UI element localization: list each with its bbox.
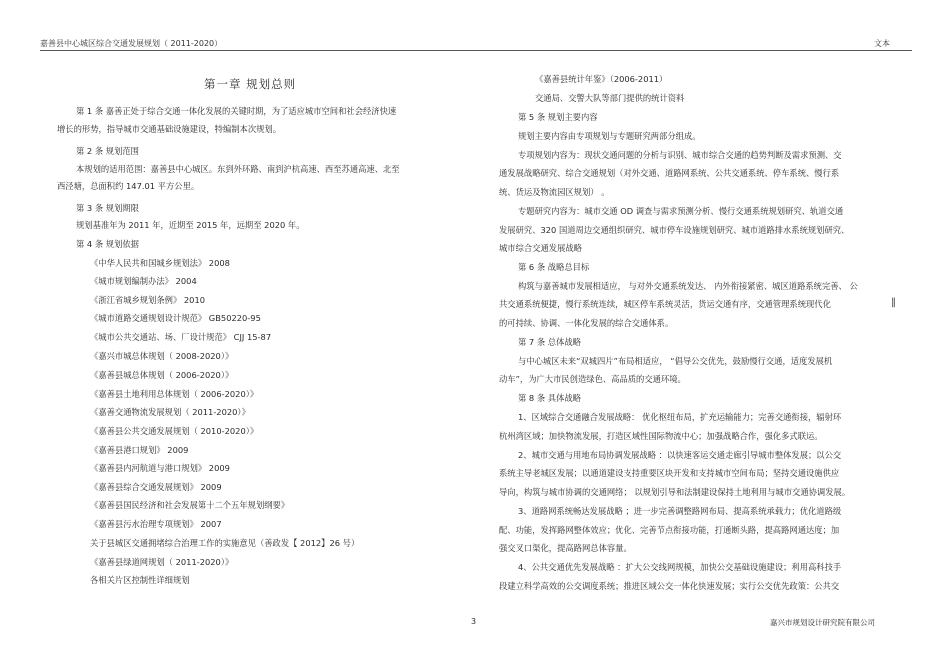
text-line: 动车”，为广大市民创造绿色、高品质的交通环境。: [499, 374, 686, 384]
header-label: 文本: [874, 39, 890, 48]
text-line: 《嘉善县内河航道与港口规划》 2009: [90, 463, 230, 473]
text-line: 《嘉善交通物流发展规划（ 2011-2020）》: [90, 407, 250, 417]
text-line: 系统主导老城区发展；以通道建设支持重要区块开发和支持城市空间布局；坚持交通设施供应: [499, 468, 840, 478]
text-line: 《嘉善县港口规划》 2009: [90, 445, 189, 455]
text-line: 规划基准年为 2011 年，近期至 2015 年，远期至 2020 年。: [76, 220, 305, 230]
text-line: 杭州湾区域；加快物流发展，打造区域性国际物流中心；加强战略合作，强化多式联运。: [499, 431, 823, 441]
text-line: 1、区域综合交通融合发展战略： 优化枢纽布局，扩充运输能力；完善交通衔接，辐射环: [518, 412, 842, 422]
text-line: 《嘉善县城总体规划（ 2006-2020）》: [90, 370, 234, 380]
text-line: 各相关片区控制性详细规划: [90, 575, 190, 585]
text-line: 第 7 条 总体战略: [518, 337, 581, 347]
header-doc-title: 嘉善县中心城区综合交通发展规划（ 2011-2020）: [40, 39, 223, 48]
text-line: 导向，构筑与城市协调的交通网络； 以规划引导和法制建设保持土地利用与城市交通协调发展。: [499, 487, 851, 497]
text-line: 《嘉善县土地利用总体规划（ 2006-2020）》: [90, 389, 259, 399]
text-line: 《嘉善县公共交通发展规划（ 2010-2020）》: [90, 426, 259, 436]
text-line: 段建立科学高效的公交调度系统；推进区域公交一体化快速发展；实行公交优先政策：公共交: [499, 581, 840, 591]
text-line: 第 8 条 具体战略: [518, 393, 581, 403]
text-line: 强交叉口渠化，提高路网总体容量。: [499, 543, 632, 553]
text-line: 统、货运及物流园区规划） 。: [499, 187, 610, 197]
text-line: 共交通系统便捷，慢行系统连续，城区停车系统灵活，货运交通有序，交通管理系统现代化: [499, 299, 831, 309]
text-line: 第 2 条 规划范围: [76, 146, 139, 156]
side-mark: ‖: [891, 297, 896, 308]
text-line: 第 4 条 规划依据: [76, 239, 139, 249]
text-line: 2、城市交通与用地布局协调发展战略 ：以快速客运交通走廊引导城市整体发展；以公交: [518, 450, 842, 460]
footer-institute: 嘉兴市规划设计研究院有限公司: [770, 618, 875, 627]
text-line: 本规划的适用范围：嘉善县中心城区。东到外环路、南到沪杭高速、西至苏通高速、北至: [76, 164, 400, 174]
text-line: 4、公共交通优先发展战略 ：扩大公交线网规模，加快公交基础设施建设；利用高科技手: [518, 562, 842, 572]
text-line: 第 3 条 规划期限: [76, 203, 139, 213]
text-line: 第 6 条 战略总目标: [518, 262, 590, 272]
text-line: 3、道路网系统畅达发展战略 ；进一步完善调整路网布局、提高系统承载力；优化道路级: [518, 506, 842, 516]
page-number: 3: [471, 617, 477, 626]
text-line: 《嘉善县污水治理专项规划》 2007: [90, 519, 222, 529]
text-line: 《城市道路交通规划设计规范》 GB50220-95: [90, 313, 261, 323]
text-line: 西泾塘，总面积约 147.01 平方公里。: [57, 181, 200, 191]
text-line: 《城市规划编制办法》 2004: [90, 276, 197, 286]
text-line: 《浙江省城乡规划条例》 2010: [90, 295, 206, 305]
chapter-title: 第一章 规划总则: [204, 77, 297, 91]
text-line: 发展研究、320 国道周边交通组织研究、城市停车设施规划研究、城市道路排水系统规划研究、: [499, 225, 850, 235]
text-line: 构筑与嘉善城市发展相适应， 与对外交通系统发达、 内外衔接紧密、城区道路系统完善、 公: [518, 281, 858, 291]
text-line: 专题研究内容为：城市交通 OD 调查与需求预测分析、慢行交通系统规划研究、轨道交通: [518, 206, 844, 216]
text-line: 关于县城区交通拥堵综合治理工作的实施意见（善政发【 2012】26 号）: [90, 538, 360, 548]
text-line: 配、功能，发挥路网整体效应；优化、完善节点衔接功能，打通断头路，提高路网通达度；加: [499, 525, 840, 535]
text-line: 《嘉善县绿道网规划（ 2011-2020）》: [90, 557, 234, 567]
text-line: 《嘉善县综合交通发展规划》 2009: [90, 482, 222, 492]
text-line: 《城市公共交通站、场、厂设计规范》 CJJ 15-87: [90, 332, 272, 342]
text-line: 规划主要内容由专项规划与专题研究两部分组成。: [518, 131, 701, 141]
text-line: 与中心城区未来“双城四片”布局相适应， “倡导公交优先，鼓励慢行交通，适度发展机: [518, 356, 833, 366]
page-header: [0, 0, 950, 52]
text-line: 第 5 条 规划主要内容: [518, 112, 598, 122]
text-line: 城市综合交通发展战略: [499, 243, 582, 253]
text-line: 交通局、交警大队等部门提供的统计资料: [535, 93, 685, 103]
text-line: 增长的形势，指导城市交通基础设施建设，特编制本次规划。: [57, 124, 282, 134]
text-line: 《嘉善县国民经济和社会发展第十二个五年规划纲要》: [90, 500, 290, 510]
text-line: 专项规划内容为：现状交通问题的分析与识别、城市综合交通的趋势判断及需求预测、交: [518, 150, 842, 160]
header-divider: [40, 50, 912, 51]
text-line: 通发展战略研究、综合交通规划（对外交通、道路网系统、公共交通系统、停车系统、慢行系: [499, 168, 840, 178]
text-line: 的可持续、协调、一体化发展的综合交通体系。: [499, 318, 674, 328]
text-line: 《中华人民共和国城乡规划法》 2008: [90, 258, 230, 268]
text-line: 《嘉兴市城总体规划（ 2008-2020）》: [90, 351, 234, 361]
text-line: 《嘉善县统计年鉴》（2006-2011）: [535, 74, 668, 84]
text-line: 第 1 条 嘉善正处于综合交通一体化发展的关键时期，为了适应城市空间和社会经济快速: [76, 106, 397, 116]
